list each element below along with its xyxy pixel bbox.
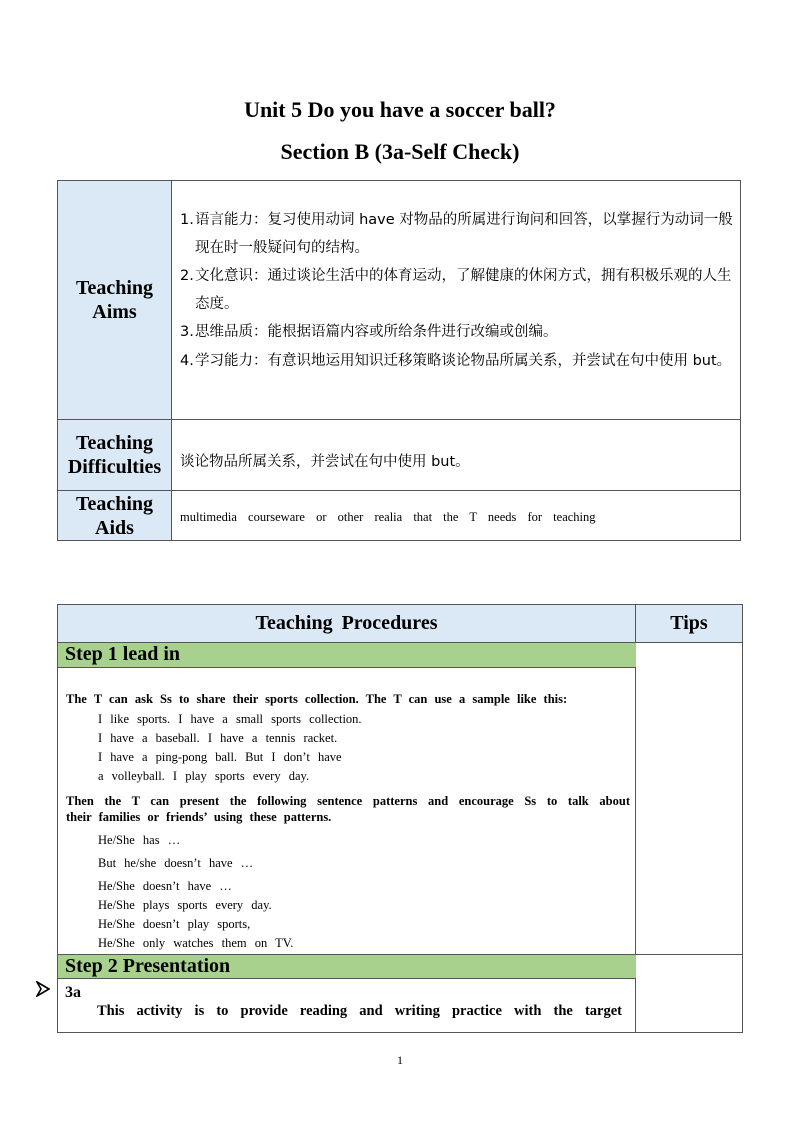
step1-intro2-line1: Then the T can present the following sentence patterns and encourage Ss to talk about bbox=[66, 794, 630, 808]
sample-line: I have a baseball. I have a tennis racket. bbox=[98, 731, 338, 745]
aim-number: 4. bbox=[180, 353, 194, 369]
pattern-line: He/She only watches them on TV. bbox=[98, 936, 294, 950]
pattern-line: He/She doesn’t have … bbox=[98, 879, 232, 893]
document-title: Unit 5 Do you have a soccer ball? bbox=[244, 97, 556, 122]
tips-header: Tips bbox=[670, 612, 708, 634]
aim-text: 思维品质：能根据语篇内容或所给条件进行改编或创编。 bbox=[195, 324, 558, 340]
aids-label: Teaching Aids bbox=[58, 491, 172, 540]
procedures-header: Teaching Procedures bbox=[58, 605, 636, 642]
aim-item bbox=[180, 206, 736, 262]
aims-row bbox=[58, 181, 740, 420]
document-subtitle: Section B (3a-Self Check) bbox=[280, 139, 520, 164]
difficulties-content bbox=[172, 420, 740, 490]
aim-text: 语言能力：复习使用动词 have 对物品的所属进行询问和回答，以掌握行为动词一般现在时一般疑问句的结构。 bbox=[195, 212, 733, 256]
aids-text: multimedia courseware or other realia that the T needs for teaching bbox=[180, 510, 596, 524]
page-number: 1 bbox=[397, 1053, 403, 1067]
aims-content bbox=[172, 181, 740, 419]
step2-title: Step 2 Presentation bbox=[58, 954, 636, 979]
aids-row bbox=[58, 491, 740, 540]
procedures-table bbox=[57, 604, 743, 1033]
procedures-header-row bbox=[58, 605, 742, 643]
aim-number: 3. bbox=[180, 324, 194, 340]
aim-number: 2. bbox=[180, 268, 194, 284]
aim-text: 文化意识：通过谈论生活中的体育运动，了解健康的休闲方式，拥有积极乐观的人生态度。 bbox=[195, 268, 732, 312]
aim-item bbox=[180, 262, 736, 318]
sample-line: a volleyball. I play sports every day. bbox=[98, 769, 310, 783]
step1-intro2-line2: their families or friends’ using these patterns. bbox=[66, 810, 332, 824]
difficulties-label: Teaching Difficulties bbox=[58, 420, 172, 490]
aim-text: 学习能力：有意识地运用知识迁移策略谈论物品所属关系，并尝试在句中使用 but。 bbox=[195, 353, 732, 369]
step1-intro: The T can ask Ss to share their sports collection. The T can use a sample like this: bbox=[66, 692, 568, 706]
difficulties-row bbox=[58, 420, 740, 491]
tips-row-divider bbox=[636, 954, 742, 955]
arrow-bullet-icon bbox=[36, 981, 50, 997]
aids-content bbox=[172, 491, 740, 540]
activity-text: This activity is to provide reading and writing practice with the target bbox=[97, 1003, 622, 1019]
objectives-table bbox=[57, 180, 741, 541]
pattern-line: He/She doesn’t play sports, bbox=[98, 917, 251, 931]
sample-line: I have a ping-pong ball. But I don’t have bbox=[98, 750, 342, 764]
pattern-line: He/She has … bbox=[98, 833, 181, 847]
aim-item bbox=[180, 318, 736, 346]
aim-item bbox=[180, 347, 736, 375]
pattern-line: But he/she doesn’t have … bbox=[98, 856, 254, 870]
difficulties-text: 谈论物品所属关系，并尝试在句中使用 but。 bbox=[180, 454, 470, 470]
aim-number: 1. bbox=[180, 212, 194, 228]
sample-line: I like sports. I have a small sports collection. bbox=[98, 712, 362, 726]
pattern-line: He/She plays sports every day. bbox=[98, 898, 272, 912]
aims-label: Teaching Aims bbox=[58, 181, 172, 419]
section-3a-label: 3a bbox=[65, 984, 81, 1001]
step1-title: Step 1 lead in bbox=[58, 643, 636, 668]
